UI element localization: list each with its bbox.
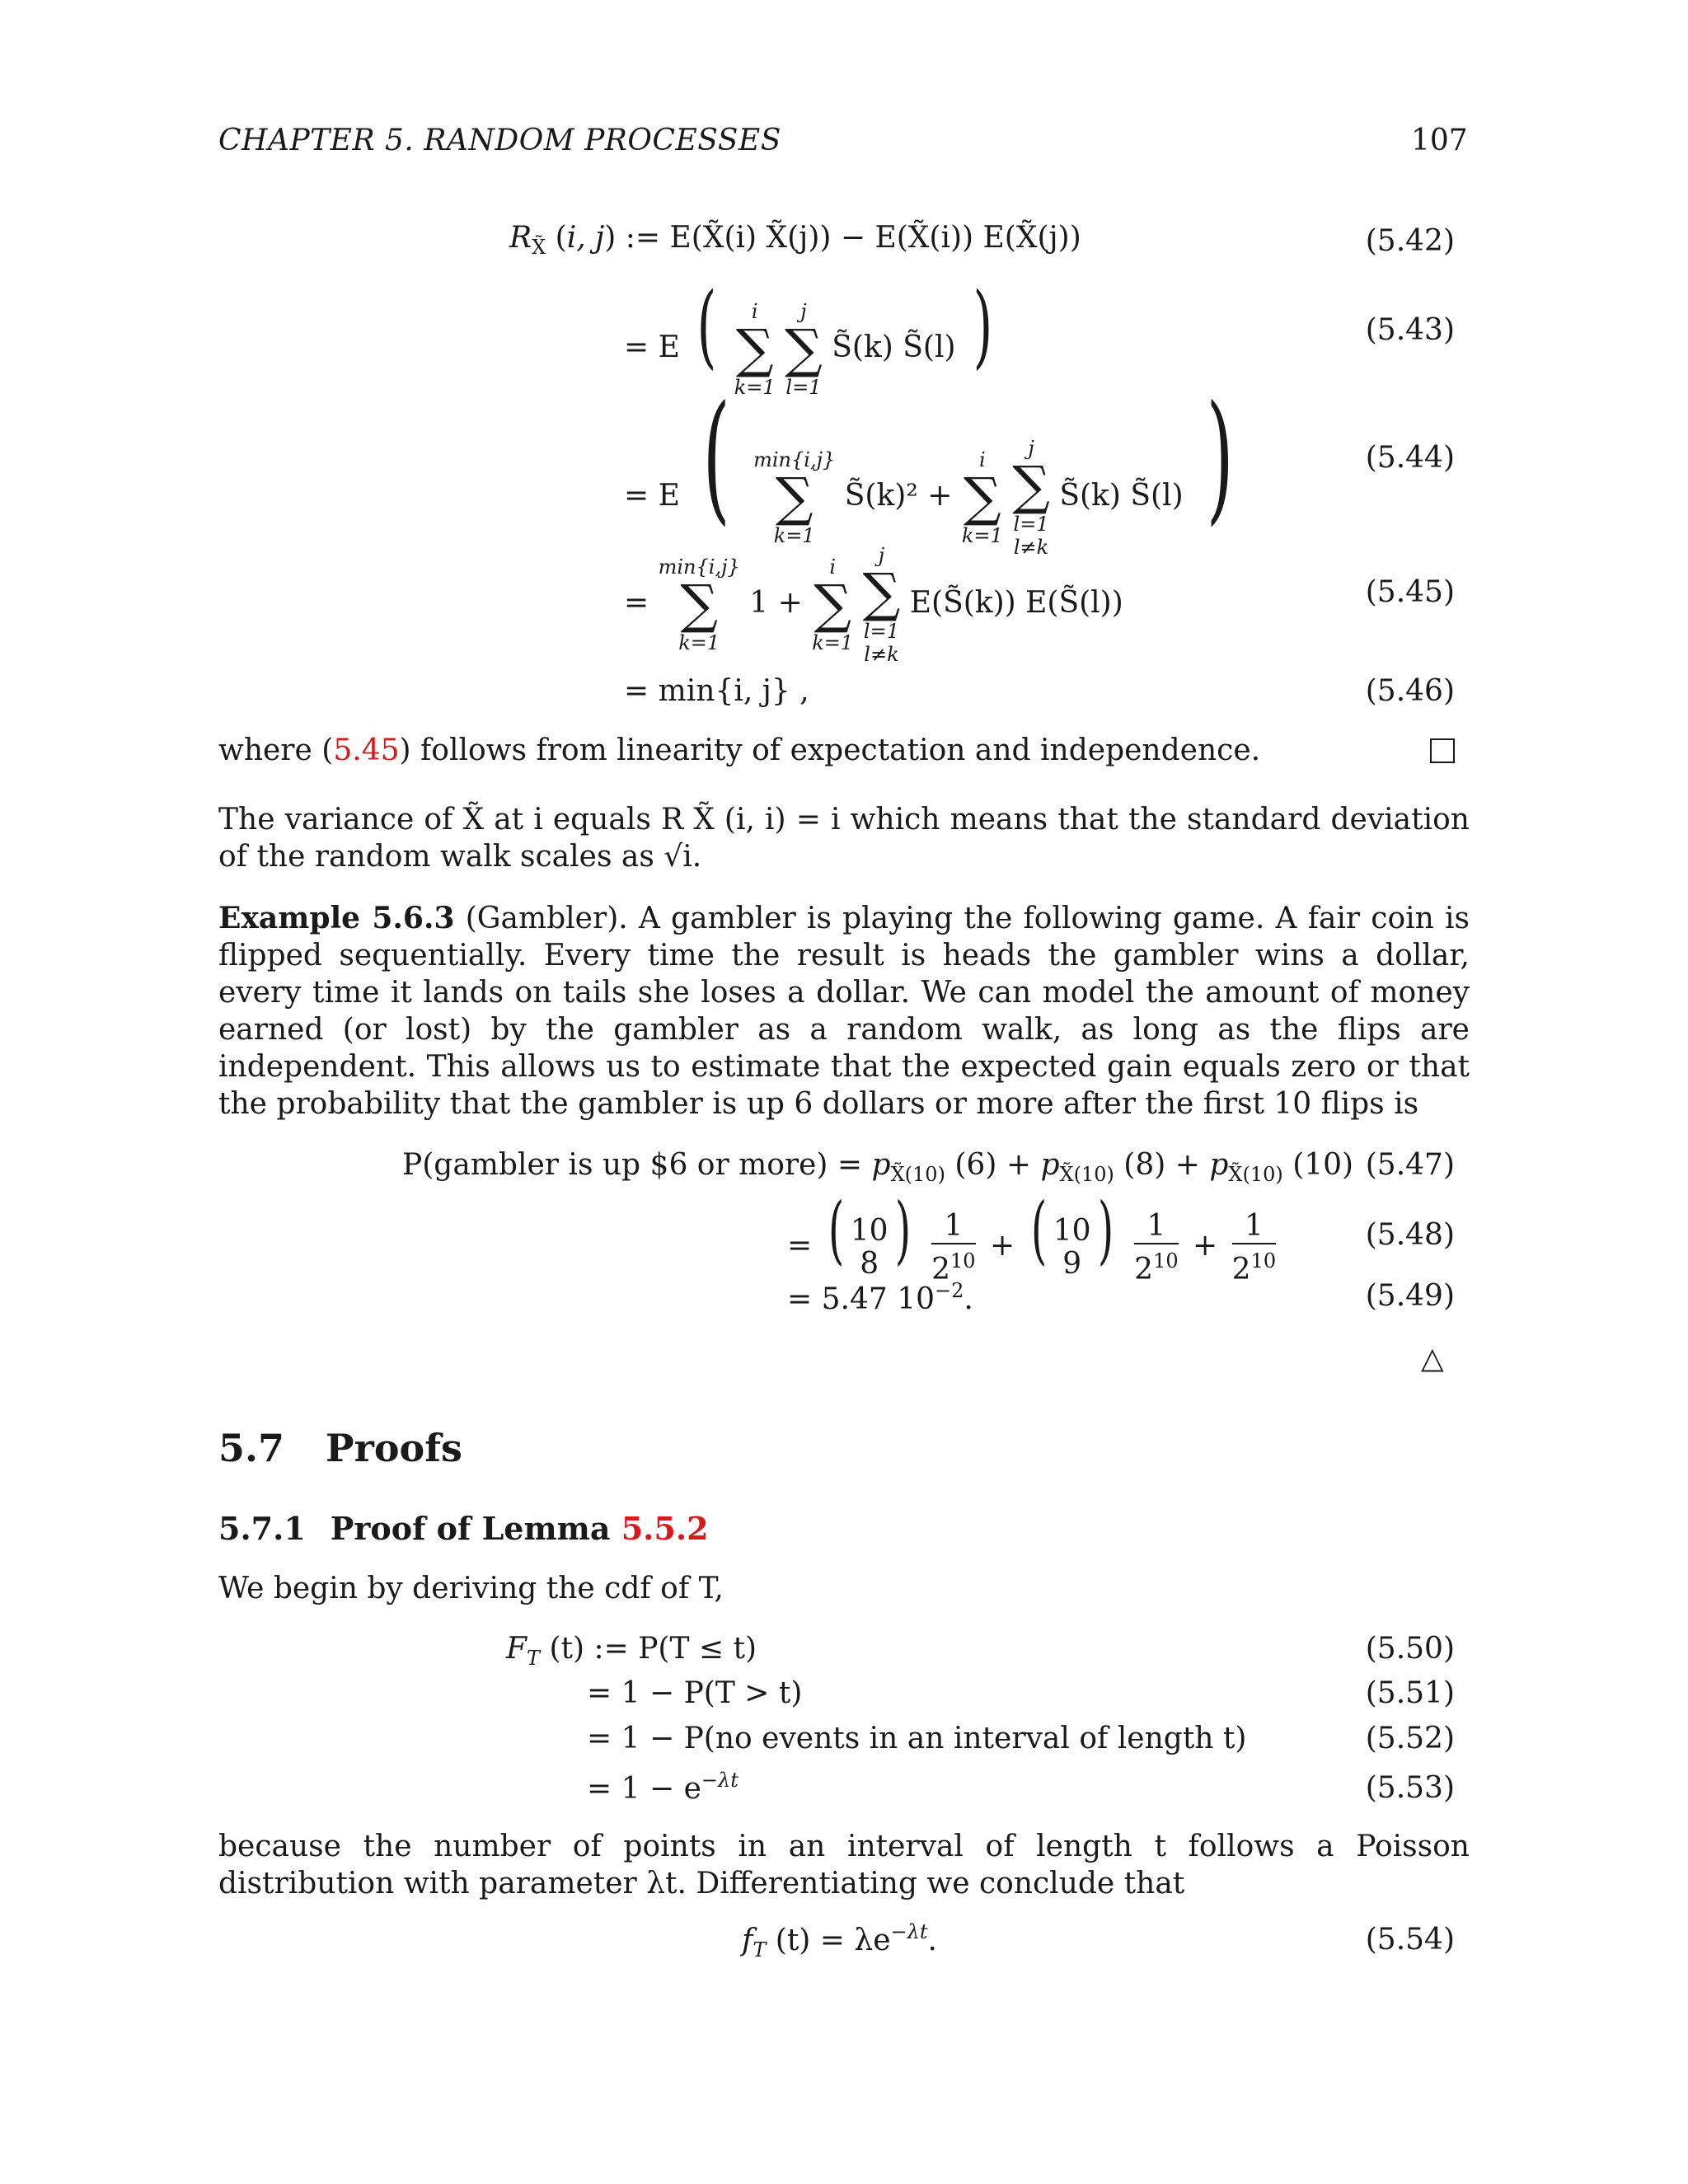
eq-number: (5.51) [1365,1676,1455,1710]
eq-number: (5.47) [1365,1148,1455,1182]
ref-lemma-5-5-2[interactable]: 5.5.2 [621,1510,709,1547]
eq-5-42: $R_{X̃}$ (i, j) := E(X̃(i) X̃(j)) − E(X̃(i)) E(X̃(j)) [509,221,1081,259]
eq-5-52: = 1 − P(no events in an interval of length t) [587,1722,1247,1755]
poisson-paragraph: because the number of points in an interval of length t follows a Poisson distribution with parameter λt. Differentiating we conclude that [218,1830,1470,1900]
eq-number: (5.44) [1365,441,1455,475]
eq-number: (5.43) [1365,313,1455,347]
page-number: 107 [1411,124,1468,157]
section-heading: 5.7 Proofs [218,1426,462,1470]
eq-5-53: = $1 - e^{-\lambda t}$ [587,1769,738,1806]
eq-number: (5.53) [1365,1771,1455,1805]
eq-5-44: = E ( min{i,j} ∑ k=1 S̃(k)² + i ∑ k=1 j ∑ l=1 l≠k S̃(k) S̃(l) ) [624,376,1234,559]
running-header: CHAPTER 5. RANDOM PROCESSES [218,124,781,157]
eq-5-45: = min{i,j} ∑ k=1 1 + i ∑ k=1 j ∑ l=1 l≠k E(S̃(k)) E(S̃(l)) [624,544,1123,666]
eq-number: (5.42) [1365,224,1455,258]
eq-5-49: = 5.47 $10^{-2}$. [787,1279,973,1316]
proof-conclusion: where (5.45) follows from linearity of expectation and independence. [218,733,1261,767]
ref-5-45[interactable]: 5.45 [333,733,400,767]
eq-5-46: = min{i, j} , [624,674,809,708]
eq-number: (5.49) [1365,1279,1455,1313]
eq-5-48: = ( 10 8 ) $\frac{1}{2^{10}}$ + ( 10 9 ) $\frac{1}{2^{10}}$ + $\frac{1}{2^{10}}$ [787,1187,1277,1286]
eq-number: (5.46) [1365,674,1455,708]
eq-5-43: = E ( i ∑ k=1 j ∑ l=1 S̃(k) S̃(l) ) [624,273,993,399]
eq-number: (5.50) [1365,1632,1455,1666]
example-5-6-3: Example 5.6.3 (Gambler). A gambler is playing the following game. A fair coin is flipped sequentially. Every time the result is heads the gambler wins a dollar, every time it lands on tails she loses a dollar. We can model the amount of money earned (or lost) by the gambler as a random walk, as long as the flips are independent. This allows us to estimate that the expected gain equals zero or that the probability that the gambler is up 6 dollars or more after the first 10 flips is [218,901,1470,1121]
subsection-heading: 5.7.1 Proof of Lemma 5.5.2 [218,1510,709,1547]
variance-paragraph: The variance of X̃ at i equals R X̃ (i, i) = i which means that the standard deviation of the random walk scales as √i. [218,803,1470,874]
end-example-symbol: △ [1421,1342,1444,1376]
eq-number: (5.45) [1365,575,1455,609]
eq-number: (5.48) [1365,1218,1455,1252]
cdf-intro: We begin by deriving the cdf of T, [218,1572,724,1605]
eq-5-51: = 1 − P(T > t) [587,1676,803,1710]
eq-number: (5.52) [1365,1722,1455,1755]
eq-number: (5.54) [1365,1923,1455,1957]
qed-symbol [1430,738,1455,763]
eq-5-54: $f_T$ $(t) = \lambda e^{-\lambda t}$. [742,1920,937,1961]
eq-5-50: $F_T$ (t) := P(T ≤ t) [506,1632,757,1670]
eq-5-47: P(gambler is up $6 or more) = $p_{X̃(10)}$ $(6) + p_{X̃(10)}$ $(8) + p_{X̃(10)}$ (10) [402,1148,1354,1186]
